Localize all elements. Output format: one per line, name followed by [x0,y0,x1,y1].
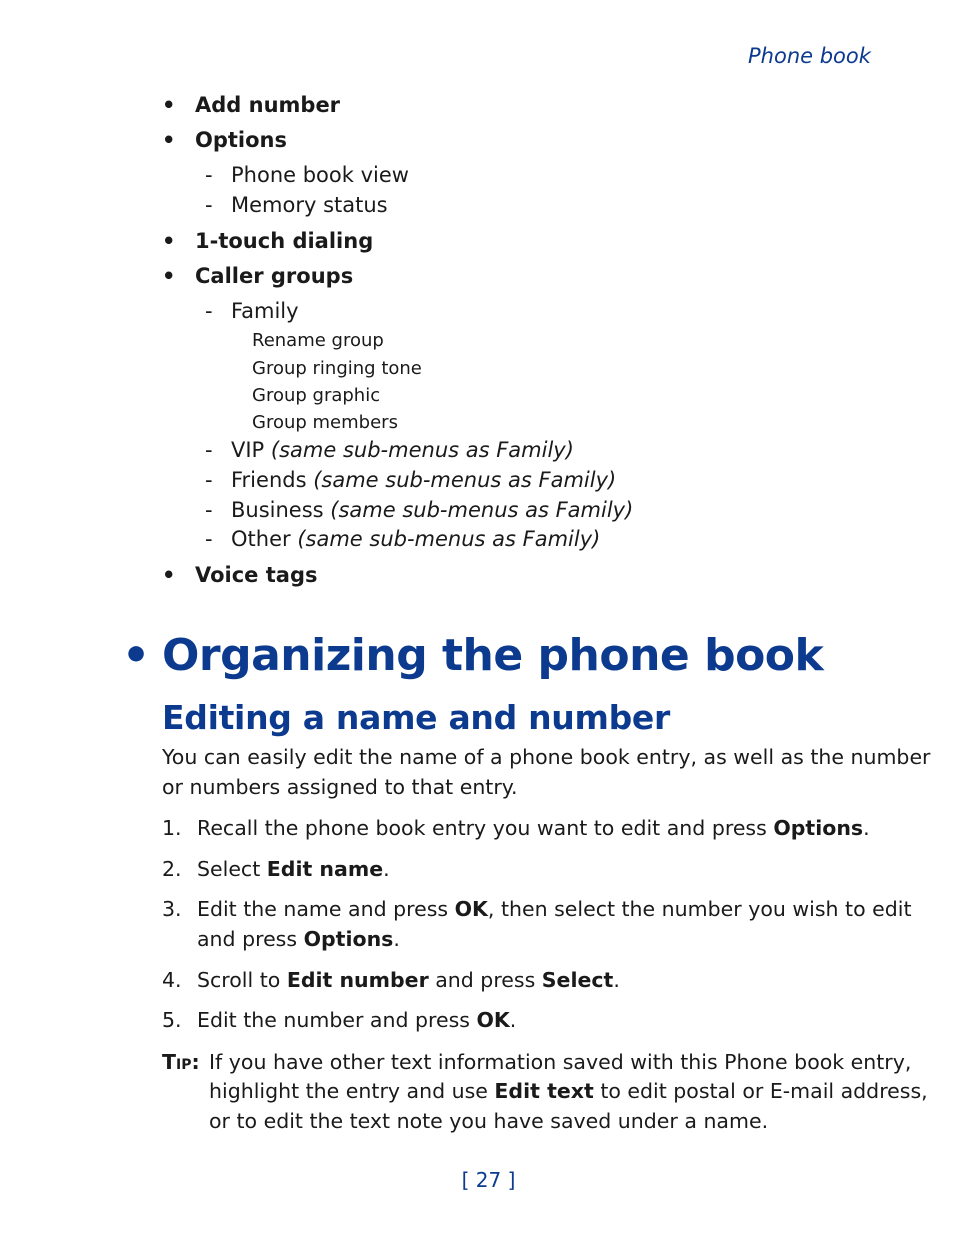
sub-item-phone-book-view [205,163,409,187]
tip-label: Tip: [162,1050,200,1074]
step-text-part: . [863,816,870,840]
dash-marker: - [205,498,213,522]
list-item-voice-tags [162,563,317,587]
sub-item-label: Other [231,527,291,551]
running-header: Phone book [748,44,871,68]
tip-line-2 [209,1079,928,1103]
step-text-part: . [393,927,400,951]
list-item-label: Options [195,128,287,152]
list-item-label: Add number [195,93,341,117]
step-number: 4. [162,968,182,992]
step-text-part: and press [428,968,542,992]
step-text [197,816,870,840]
step-text-part: and press [197,927,304,951]
list-item-options [162,128,287,152]
section-heading [122,630,823,681]
list-item-label: 1-touch dialing [195,229,374,253]
step-text-part: Recall the phone book entry you want to edit and press [197,816,774,840]
subsub-item-group-graphic: Group graphic [252,385,381,406]
step-text-part: Edit the number and press [197,1008,477,1032]
step-number: 5. [162,1008,182,1032]
step-keyword: OK [476,1008,510,1032]
list-item-label: Caller groups [195,264,354,288]
sub-item-label: VIP [231,438,265,462]
page-number: [ 27 ] [461,1168,516,1192]
step-keyword: Options [303,927,394,951]
tip-text-part: to edit postal or E-mail address, [593,1079,928,1103]
tip-line-1: If you have other text information saved with this Phone book entry, [209,1050,912,1074]
step-keyword: Edit name [266,857,384,881]
subsub-item-group-ringing-tone: Group ringing tone [252,358,422,379]
subsub-item-group-members: Group members [252,412,398,433]
sub-item-vip [205,438,574,462]
same-submenus-note: (same sub-menus as Family) [330,498,634,522]
sub-item-other [205,527,600,551]
sub-item-memory-status [205,193,388,217]
heading-bullet-icon: • [122,630,150,681]
step-number: 1. [162,816,182,840]
sub-item-label: Business [231,498,324,522]
sub-item-label: Friends [231,468,307,492]
step-text-part: . [509,1008,517,1032]
sub-item-family [205,299,299,323]
tip-keyword: Edit text [494,1079,594,1103]
bullet-icon: • [162,93,176,117]
section-heading-text: Organizing the phone book [162,630,824,681]
dash-marker: - [205,193,213,217]
bullet-icon: • [162,563,176,587]
step-text-part: Select [197,857,267,881]
step-text [197,857,390,881]
sub-item-friends [205,468,616,492]
step-text-part: Scroll to [197,968,287,992]
step-keyword: Select [541,968,614,992]
step-text-part: , then select the number you wish to edit [487,897,912,921]
bullet-icon: • [162,229,176,253]
bullet-icon: • [162,128,176,152]
dash-marker: - [205,527,213,551]
list-item-add-number [162,93,340,117]
dash-marker: - [205,299,213,323]
same-submenus-note: (same sub-menus as Family) [297,527,601,551]
same-submenus-note: (same sub-menus as Family) [270,438,574,462]
list-item-caller-groups [162,264,353,288]
same-submenus-note: (same sub-menus as Family) [313,468,617,492]
tip-text-part: highlight the entry and use [209,1079,495,1103]
step-text-continued [197,927,400,951]
dash-marker: - [205,468,213,492]
bullet-icon: • [162,264,176,288]
sub-item-label: Memory status [231,193,388,217]
step-text [197,968,620,992]
dash-marker: - [205,438,213,462]
step-number: 2. [162,857,182,881]
list-item-1-touch-dialing [162,229,373,253]
sub-item-label: Family [231,299,299,323]
dash-marker: - [205,163,213,187]
step-text [197,1008,516,1032]
tip-line-3: or to edit the text note you have saved under a name. [209,1109,769,1133]
step-text-part: Edit the name and press [197,897,455,921]
step-text [197,897,912,921]
step-keyword: OK [454,897,488,921]
intro-line-1: You can easily edit the name of a phone book entry, as well as the number [162,745,931,769]
sub-item-business [205,498,633,522]
subsection-heading: Editing a name and number [162,698,670,737]
list-item-label: Voice tags [195,563,318,587]
subsub-item-rename-group: Rename group [252,330,384,351]
intro-line-2: or numbers assigned to that entry. [162,775,518,799]
sub-item-label: Phone book view [231,163,409,187]
step-text-part: . [383,857,390,881]
step-text-part: . [613,968,620,992]
step-number: 3. [162,897,182,921]
step-keyword: Options [773,816,864,840]
step-keyword: Edit number [286,968,429,992]
